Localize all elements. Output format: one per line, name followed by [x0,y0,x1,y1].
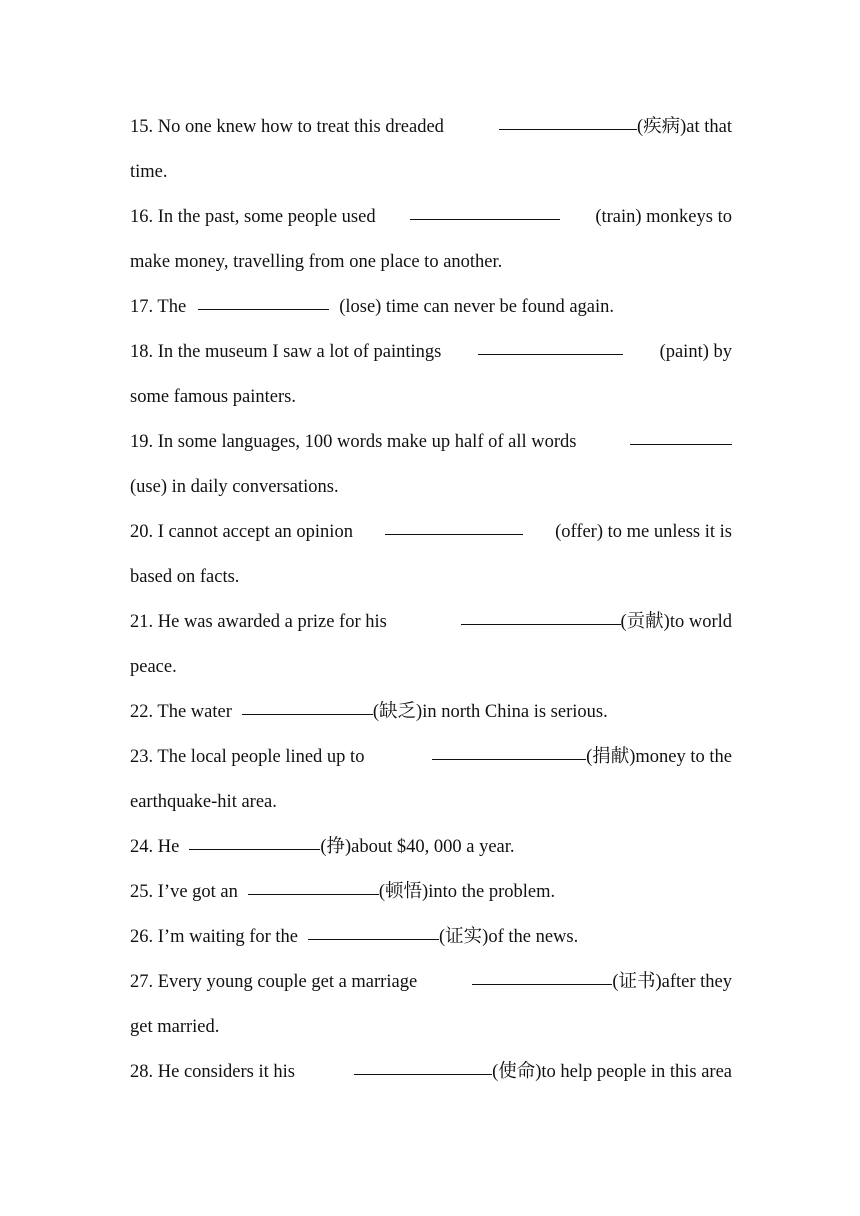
question-15-text-after: (疾病)at that [636,117,732,137]
question-21-continuation: peace. [130,657,177,677]
question-26-text-before: 26. I’m waiting for the [130,927,298,947]
question-22-text-before: 22. The water [130,702,232,722]
question-21-blank[interactable] [461,623,621,625]
question-18-blank[interactable] [478,353,623,355]
question-20-text-after: (offer) to me unless it is [555,522,732,542]
question-24-line-1 [130,825,732,870]
question-28-blank[interactable] [354,1073,492,1075]
question-16-line-2 [130,240,732,285]
question-27-continuation: get married. [130,1017,220,1037]
question-27-line-2 [130,1005,732,1050]
question-20-text-before: 20. I cannot accept an opinion [130,522,353,542]
question-15-blank[interactable] [499,128,637,130]
worksheet-page [130,105,732,1095]
question-27-text-after: (证书)after they [612,972,732,992]
question-15-continuation: time. [130,162,168,182]
question-26-text-after: (证实)of the news. [439,927,579,947]
question-19-text-before: 19. In some languages, 100 words make up half of all words [130,432,577,452]
question-17-text-after: (lose) time can never be found again. [339,297,615,317]
question-28-text-after: (使命)to help people in this area [492,1062,732,1082]
question-23-text-before: 23. The local people lined up to [130,747,365,767]
question-18-text-before: 18. In the museum I saw a lot of paintings [130,342,442,362]
question-27-text-before: 27. Every young couple get a marriage [130,972,418,992]
question-20-line-2 [130,555,732,600]
question-26-blank[interactable] [308,938,439,940]
question-27-blank[interactable] [472,983,612,985]
question-18-continuation: some famous painters. [130,387,296,407]
question-21-text-before: 21. He was awarded a prize for his [130,612,387,632]
question-25-line-1 [130,870,732,915]
question-20-blank[interactable] [385,533,523,535]
question-25-blank[interactable] [248,893,379,895]
question-24-text-before: 24. He [130,837,180,857]
question-21-line-2 [130,645,732,690]
question-23-line-2 [130,780,732,825]
question-19-line-1 [130,420,732,465]
question-23-blank[interactable] [432,758,586,760]
question-25-text-after: (顿悟)into the problem. [378,882,556,902]
question-17-text-before: 17. The [130,297,187,317]
question-17-blank[interactable] [198,308,329,310]
question-20-line-1 [130,510,732,555]
question-24-text-after: (挣)about $40, 000 a year. [320,837,515,857]
question-22-line-1 [130,690,732,735]
question-22-blank[interactable] [242,713,373,715]
question-16-text-after: (train) monkeys to [595,207,732,227]
question-16-continuation: make money, travelling from one place to another. [130,252,503,272]
question-19-continuation: (use) in daily conversations. [130,477,339,497]
question-23-continuation: earthquake-hit area. [130,792,277,812]
question-22-text-after: (缺乏)in north China is serious. [372,702,608,722]
question-16-blank[interactable] [410,218,560,220]
question-26-line-1 [130,915,732,960]
question-15-line-1 [130,105,732,150]
question-20-continuation: based on facts. [130,567,240,587]
question-16-text-before: 16. In the past, some people used [130,207,376,227]
question-21-text-after: (贡献)to world [620,612,732,632]
question-28-line-1 [130,1050,732,1095]
question-19-line-2 [130,465,732,510]
question-27-line-1 [130,960,732,1005]
question-25-text-before: 25. I’ve got an [130,882,238,902]
question-18-text-after: (paint) by [659,342,732,362]
question-21-line-1 [130,600,732,645]
question-24-blank[interactable] [189,848,320,850]
question-23-text-after: (捐献)money to the [586,747,732,767]
question-28-text-before: 28. He considers it his [130,1062,295,1082]
question-16-line-1 [130,195,732,240]
question-19-blank[interactable] [630,443,732,445]
question-23-line-1 [130,735,732,780]
question-18-line-2 [130,375,732,420]
question-15-text-before: 15. No one knew how to treat this dreaded [130,117,444,137]
question-17-line-1 [130,285,732,330]
question-15-line-2 [130,150,732,195]
question-18-line-1 [130,330,732,375]
